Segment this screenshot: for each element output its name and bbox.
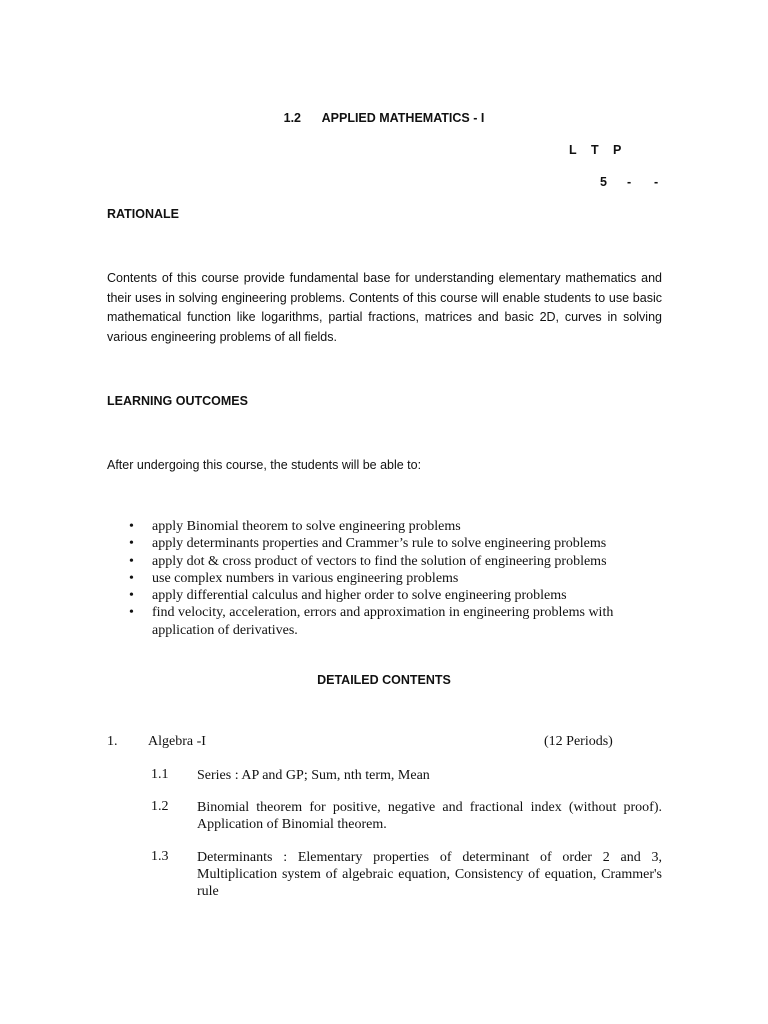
ltp-value-l: 5 xyxy=(600,175,607,189)
section-number: 1. xyxy=(107,734,118,749)
subsection-number: 1.1 xyxy=(151,767,169,782)
bullet-icon: • xyxy=(129,553,134,569)
list-item xyxy=(107,518,667,535)
ltp-header-l: L xyxy=(569,143,577,157)
bullet-icon: • xyxy=(129,605,134,621)
course-name: APPLIED MATHEMATICS - I xyxy=(321,111,485,125)
learning-outcomes-heading: LEARNING OUTCOMES xyxy=(107,394,248,408)
list-item-text: apply dot & cross product of vectors to find the solution of engineering problems xyxy=(152,553,607,569)
list-item xyxy=(107,553,667,570)
list-item-text: use complex numbers in various engineering problems xyxy=(152,570,459,586)
subsection-text: Determinants : Elementary properties of determinant of order 2 and 3, Multiplication system of algebraic equation, Consistency of equation, Crammer's rule xyxy=(197,850,662,899)
subsection-number: 1.3 xyxy=(151,849,169,864)
rationale-paragraph: Contents of this course provide fundamental base for understanding elementary mathematics and their uses in solving engineering problems. Contents of this course will enable students to use basic mathematical function like logarithms, partial fractions, matrices and basic 2D, curves in solving various engineering problems of all fields. xyxy=(107,271,662,345)
section-title: Algebra -I xyxy=(148,734,206,749)
list-item-text: apply differential calculus and higher order to solve engineering problems xyxy=(152,588,567,604)
learning-outcomes-intro: After undergoing this course, the students will be able to: xyxy=(107,458,422,472)
bullet-icon: • xyxy=(129,536,134,552)
subsection-text: Binomial theorem for positive, negative and fractional index (without proof). Application of Binomial theorem. xyxy=(197,800,662,832)
course-number: 1.2 xyxy=(283,111,302,125)
subsection-item xyxy=(151,799,662,833)
list-item-text: apply determinants properties and Crammer’s rule to solve engineering problems xyxy=(152,536,607,552)
learning-outcomes-list xyxy=(107,518,667,639)
ltp-header-row xyxy=(569,143,635,157)
course-title xyxy=(0,111,768,125)
list-item-text: apply Binomial theorem to solve engineering problems xyxy=(152,519,461,534)
bullet-icon: • xyxy=(129,519,134,534)
ltp-value-p: - xyxy=(654,175,659,189)
list-item xyxy=(107,587,667,604)
bullet-icon: • xyxy=(129,588,134,604)
rationale-heading: RATIONALE xyxy=(107,207,179,221)
ltp-value-t: - xyxy=(627,175,632,189)
subsection-item xyxy=(151,767,662,784)
subsection-text: Series : AP and GP; Sum, nth term, Mean xyxy=(197,768,430,783)
list-item xyxy=(107,604,667,639)
detailed-contents-heading: DETAILED CONTENTS xyxy=(317,673,451,687)
section-periods: (12 Periods) xyxy=(544,734,613,749)
list-item-text: find velocity, acceleration, errors and approximation in engineering problems with application of derivatives. xyxy=(152,605,614,638)
bullet-icon: • xyxy=(129,570,134,586)
ltp-header-t: T xyxy=(591,143,599,157)
subsection-item xyxy=(151,849,662,900)
subsection-number: 1.2 xyxy=(151,799,169,814)
ltp-header-p: P xyxy=(613,143,622,157)
list-item xyxy=(107,535,667,552)
list-item xyxy=(107,570,667,587)
ltp-values-row xyxy=(600,175,681,189)
